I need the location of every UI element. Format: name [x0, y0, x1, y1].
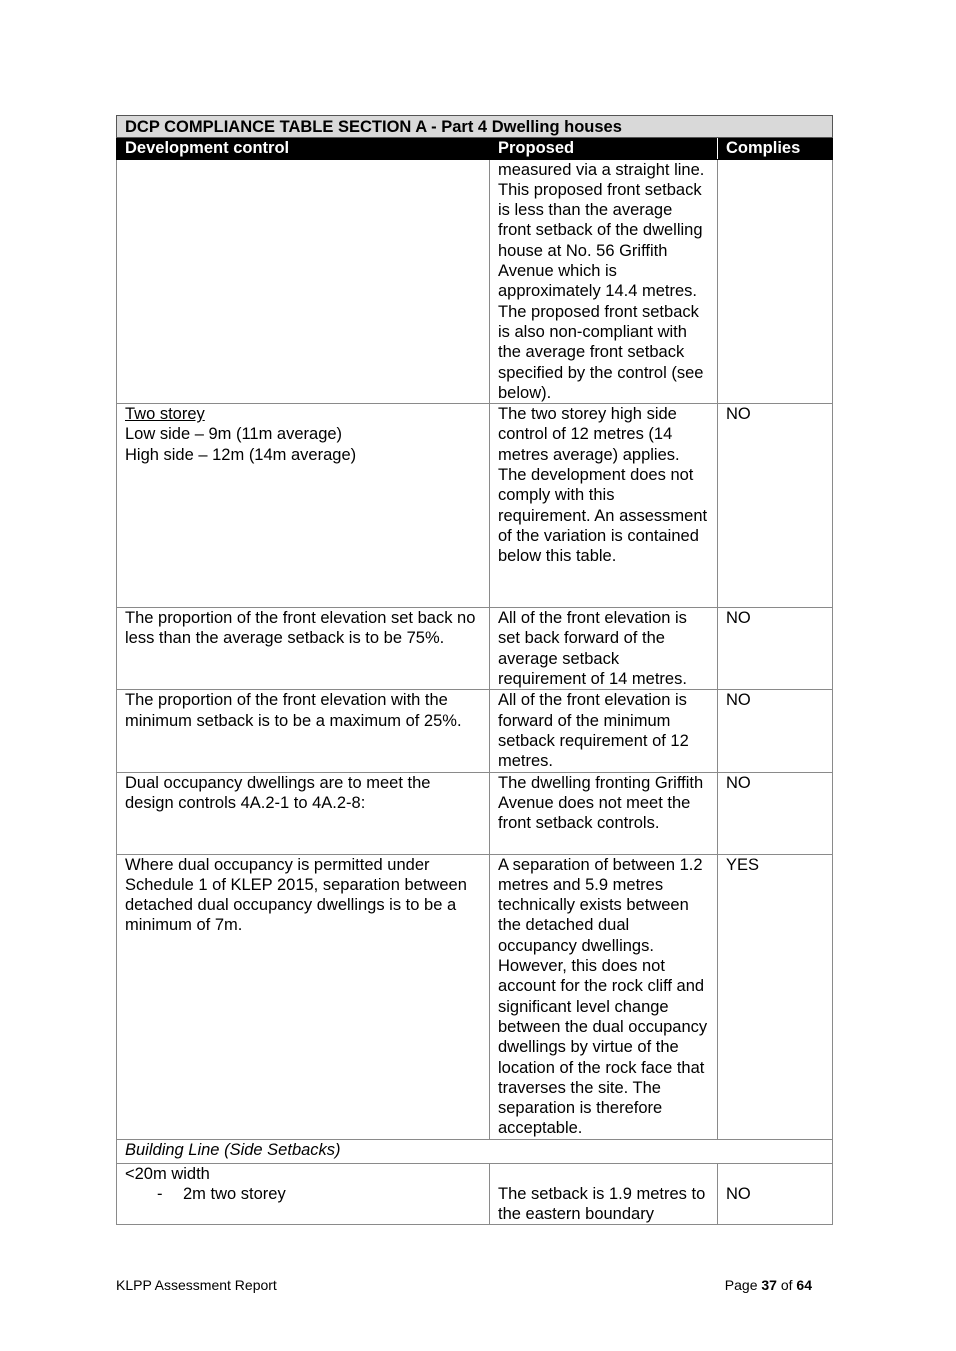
- section-heading-row: [117, 1139, 833, 1163]
- control-line-high-side: High side – 12m (14m average): [125, 445, 357, 464]
- table-row: [117, 690, 833, 772]
- control-cell: Dual occupancy dwellings are to meet the design controls 4A.2-1 to 4A.2-8:: [117, 772, 490, 854]
- complies-cell: NO: [718, 690, 833, 772]
- page-total: 64: [796, 1277, 812, 1293]
- header-proposed: Proposed: [490, 138, 718, 159]
- dcp-compliance-table: [116, 115, 833, 1225]
- table-row: [117, 608, 833, 690]
- table-row: [117, 1163, 833, 1225]
- complies-value: NO: [726, 1184, 751, 1203]
- control-heading-two-storey: Two storey: [125, 405, 205, 424]
- page-of: of: [780, 1277, 793, 1293]
- header-development-control: Development control: [117, 138, 490, 159]
- proposed-cell: A separation of between 1.2 metres and 5.9 metres technically exists between the detached dual occupancy dwellings. However, this does not account for the rock cliff and significant level change between the dual occupancy dwellings by virtue of the location of the rock face that traverses the site. The separation is therefore acceptable.: [490, 854, 718, 1139]
- footer-report-title: KLPP Assessment Report: [116, 1277, 277, 1293]
- complies-cell: NO: [718, 772, 833, 854]
- page-label: Page: [724, 1277, 758, 1293]
- proposed-cell: The dwelling fronting Griffith Avenue does not meet the front setback controls.: [490, 772, 718, 854]
- table-header-row: [117, 138, 833, 159]
- control-list-item: [125, 1184, 481, 1204]
- section-heading-building-line: Building Line (Side Setbacks): [117, 1139, 833, 1163]
- proposed-text: The setback is 1.9 metres to the eastern boundary: [498, 1184, 706, 1223]
- complies-cell: YES: [718, 854, 833, 1139]
- proposed-cell: All of the front elevation is set back forward of the average setback requirement of 14 metres.: [490, 608, 718, 690]
- table-row: [117, 159, 833, 404]
- control-cell: [117, 159, 490, 404]
- complies-cell: [718, 159, 833, 404]
- table-row: [117, 772, 833, 854]
- header-complies: Complies: [718, 138, 833, 159]
- proposed-cell: The two storey high side control of 12 metres (14 metres average) applies. The development does not comply with this requirement. An assessment of the variation is contained below this table.: [490, 404, 718, 608]
- footer-page-number: [725, 1277, 812, 1293]
- table-row: [117, 404, 833, 608]
- control-cell: The proportion of the front elevation set back no less than the average setback is to be 75%.: [117, 608, 490, 690]
- control-cell: [117, 1163, 490, 1225]
- control-line-low-side: Low side – 9m (11m average): [125, 425, 343, 444]
- complies-cell: NO: [718, 404, 833, 608]
- page-current: 37: [761, 1277, 777, 1293]
- proposed-cell: measured via a straight line. This proposed front setback is less than the average front setback of the dwelling house at No. 56 Griffith Avenue which is approximately 14.4 metres. The proposed front setback is also non-compliant with the average front setback specified by the control (see below).: [490, 159, 718, 404]
- table-row: [117, 854, 833, 1139]
- list-dash: -: [157, 1184, 163, 1203]
- control-line-width: <20m width: [125, 1164, 210, 1183]
- control-cell: [117, 404, 490, 608]
- complies-cell: [718, 1163, 833, 1225]
- control-line-two-storey: 2m two storey: [183, 1184, 286, 1203]
- control-cell: Where dual occupancy is permitted under Schedule 1 of KLEP 2015, separation between detached dual occupancy dwellings is to be a minimum of 7m.: [117, 854, 490, 1139]
- proposed-cell: [490, 1163, 718, 1225]
- control-cell: The proportion of the front elevation with the minimum setback is to be a maximum of 25%.: [117, 690, 490, 772]
- proposed-cell: All of the front elevation is forward of the minimum setback requirement of 12 metres.: [490, 690, 718, 772]
- table-title: DCP COMPLIANCE TABLE SECTION A - Part 4 Dwelling houses: [117, 116, 833, 138]
- table-title-row: [117, 116, 833, 138]
- complies-cell: NO: [718, 608, 833, 690]
